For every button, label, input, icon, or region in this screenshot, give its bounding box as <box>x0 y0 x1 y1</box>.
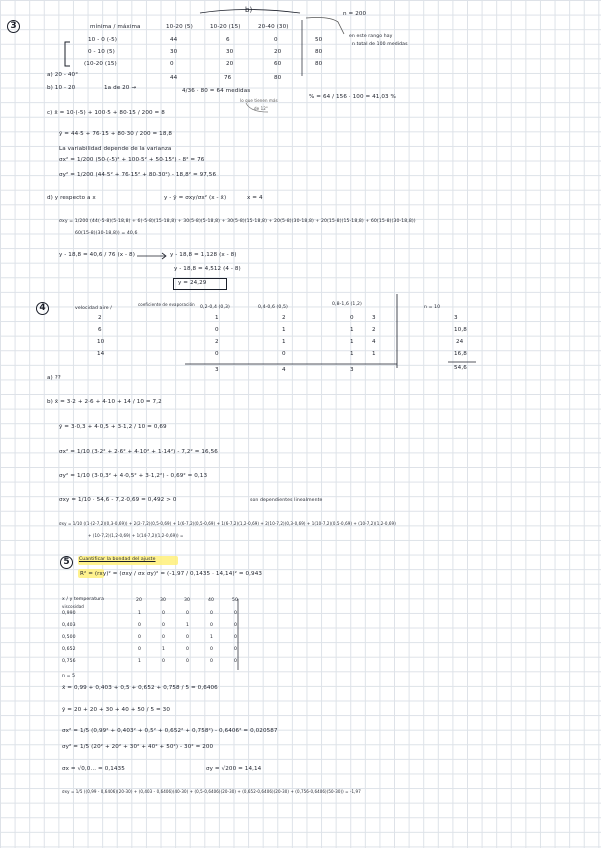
part-b3-step: 1a de 20 → <box>104 85 137 91</box>
table3-col-2: 10-20 (15) <box>210 24 241 30</box>
table4-r2-c3: 1 <box>350 327 354 333</box>
part-b4-x: b) x̄ = 3·2 + 2·6 + 4·10 + 14 / 10 = 7,2 <box>47 399 162 405</box>
section5-title: Cuantificar la bondad del ajuste <box>79 557 156 562</box>
table5-r1-c3: 0 <box>186 611 190 616</box>
table4-r1-label: 2 <box>98 315 102 321</box>
table4-r4-label: 14 <box>97 351 105 357</box>
table3-row3-c1: 0 <box>170 61 174 67</box>
part-d3-sxy-line1: σxy = 1/200 (44(-5-8)(5-18,8) + 6(-5-8)(15-18,8) + 30(5-8)(5-18,8) + 30(5-8)(15-18,8) + 20(5-8)(30-18,8) + 20(15-8)(15-18,8) + 60(15-8)(30-18,8)) <box>59 219 416 224</box>
table5-col-3: 30 <box>184 598 191 603</box>
table5-r3-c3: 0 <box>186 635 190 640</box>
part-d3-eq2: y - 18,8 = 1,128 (x - 8) <box>170 252 237 258</box>
table4-r2-c1: 0 <box>215 327 219 333</box>
section5-sy: σy² = 1/5 (20² + 20² + 30² + 40² + 50²) - 30² = 200 <box>62 744 214 750</box>
table5-head-2: viscosidad <box>62 604 84 609</box>
table3-coltotal-1: 44 <box>170 75 178 81</box>
part-c3-note: La variabilidad depende de la varianza <box>59 146 172 152</box>
table5-col-1: 20 <box>136 598 143 603</box>
table4-r3-xi: 24 <box>456 339 464 345</box>
table3-row3-c3: 60 <box>274 61 282 67</box>
section5-sdx: σx = √0,0… = 0,1435 <box>62 766 125 772</box>
table4-r2-c2: 1 <box>282 327 286 333</box>
table3-row1-total: 50 <box>315 37 323 43</box>
table3-row1-c1: 44 <box>170 37 178 43</box>
part-d3-answer: y = 24,29 <box>178 280 207 286</box>
table4-r3-c2: 1 <box>282 339 286 345</box>
table4-coltotal-2: 4 <box>282 367 286 373</box>
table5-r1-c4: 0 <box>210 611 214 616</box>
table4-r4-c2: 0 <box>282 351 286 357</box>
part-d3-eq1: y - 18,8 = 40,6 / 76 (x - 8) <box>59 252 135 258</box>
table4-r3-c1: 2 <box>215 339 219 345</box>
table4-coltotal-3: 3 <box>350 367 354 373</box>
exercise-number-4: 4 <box>36 302 49 315</box>
section5-n: n = 5 <box>62 674 76 679</box>
part-a3: a) 20 - 40° <box>47 72 79 78</box>
table5-r3-c4: 1 <box>210 635 214 640</box>
table5-col-5: 50 <box>232 598 239 603</box>
table5-col-2: 30 <box>160 598 167 603</box>
table4-n: n = 10 <box>424 305 441 310</box>
table5-r4-c2: 1 <box>162 647 166 652</box>
table5-r5-label: 0,756 <box>62 659 76 664</box>
part-b3: b) 10 - 20 <box>47 85 76 91</box>
table5-r2-c1: 0 <box>138 623 142 628</box>
table3-row2-c1: 30 <box>170 49 178 55</box>
table4-r4-total: 1 <box>372 351 376 357</box>
part-b3-note-1: lo que tienen más <box>240 98 278 103</box>
table4-r3-total: 4 <box>372 339 376 345</box>
table5-r3-c2: 0 <box>162 635 166 640</box>
table4-r2-label: 6 <box>98 327 102 333</box>
table5-r4-c3: 0 <box>186 647 190 652</box>
section5-xbar: x̄ = 0,99 + 0,403 + 0,5 + 0,652 + 0,758 / 5 = 0,6406 <box>62 685 218 691</box>
table4-col-2: 0,4-0,6 (0,5) <box>258 305 288 310</box>
part-a4: a) ?? <box>47 375 61 381</box>
section5-sdy: σy = √200 = 14,14 <box>206 766 262 772</box>
table4-r2-total: 2 <box>372 327 376 333</box>
part-b4-sxy: σxy = 1/10 · 54,6 - 7,2·0,69 = 0,492 > 0 <box>59 497 177 503</box>
table5-r2-label: 0,403 <box>62 623 76 628</box>
part-b4-sxy-long2: + (10-7,2)(1,2-0,69) + 1(14-7,2)(1,2-0,69)) = <box>88 533 184 538</box>
table4-head: velocidad aire / <box>75 306 112 311</box>
table4-r4-c1: 0 <box>215 351 219 357</box>
part-b4-sy: σy² = 1/10 (3·0,3² + 4·0,5² + 3·1,2²) - 0,69² = 0,13 <box>59 473 208 479</box>
part-b4-sxy-long1: σxy = 1/10 ((1·(2-7,2)(0,3-0,69)) + 2(2-7,2)(0,5-0,69) + 1(6-7,2)(0,5-0,69) + 1(6-7,2)(1,2-0,69) + 2(10-7,2)(0,3-0,69) + 1(10-7,2)(0,5-0,69) + (10-7,2)(1,2-0,69) <box>59 521 396 526</box>
note-range-1: en este rango hay <box>349 34 393 39</box>
part-c3-sx: σx² = 1/200 (50·(-5)² + 100·5² + 50·15²) - 8² = 76 <box>59 157 205 163</box>
table4-col-3: 0,8-1,6 (1,2) <box>332 302 362 307</box>
table5-r5-c1: 1 <box>138 659 142 664</box>
table3-row2-total: 80 <box>315 49 323 55</box>
table5-r1-c2: 0 <box>162 611 166 616</box>
table5-r5-c4: 0 <box>210 659 214 664</box>
table5-r5-c3: 0 <box>186 659 190 664</box>
part-b3-percent: % = 64 / 156 · 100 = 41,03 % <box>309 94 396 100</box>
section5-r2: R² = (rxy)² = (σxy / σx σy)² = (-1,97 / 0,1435 · 14,14)² = 0,943 <box>80 571 263 577</box>
section5-sx: σx² = 1/5 (0,99² + 0,403² + 0,5² + 0,652² + 0,758²) - 0,6406² = 0,020587 <box>62 728 278 734</box>
table5-r4-c5: 0 <box>234 647 238 652</box>
table3-row1-label: 10 - 0 (-5) <box>88 37 118 43</box>
table5-r3-label: 0,500 <box>62 635 76 640</box>
table4-r1-xi: 3 <box>454 315 458 321</box>
part-d3-formula: y - ȳ = σxy/σx² (x - x̄) <box>164 195 227 201</box>
table5-r3-c5: 0 <box>234 635 238 640</box>
table5-head: x / y temperatura <box>62 597 105 602</box>
table3-row3-total: 80 <box>315 61 323 67</box>
part-b3-fraction: 4/36 · 80 = 64 medidas <box>182 88 251 94</box>
sample-size: n = 200 <box>343 11 367 17</box>
part-d3-x: x = 4 <box>247 195 263 201</box>
table3-row2-c3: 20 <box>274 49 282 55</box>
table3-row1-c2: 6 <box>226 37 230 43</box>
table3-row2-c2: 30 <box>226 49 234 55</box>
table4-r4-c3: 1 <box>350 351 354 357</box>
exercise-number-3: 3 <box>7 20 20 33</box>
part-d3-title: d) y respecto a x <box>47 195 96 201</box>
table3-col-1: 10-20 (5) <box>166 24 193 30</box>
part-c3-ybar: ȳ = 44·5 + 76·15 + 80·30 / 200 = 18,8 <box>59 131 173 137</box>
table5-r2-c5: 0 <box>234 623 238 628</box>
part-c3-sy: σy² = 1/200 (44·5² + 76·15² + 80·30²) - 18,8² = 97,56 <box>59 172 217 178</box>
table5-r1-c5: 0 <box>234 611 238 616</box>
table5-r3-c1: 0 <box>138 635 142 640</box>
table4-col-1: 0,2-0,4 (0,3) <box>200 305 230 310</box>
table4-r4-xi: 16,8 <box>454 351 467 357</box>
part-b4-sx: σx² = 1/10 (3·2² + 2·6² + 4·10² + 1·14²) - 7,2² = 16,56 <box>59 449 218 455</box>
note-range-2: n total de 100 medidas <box>352 42 408 47</box>
part-b4-dependence: son dependientes linealmente <box>250 498 323 503</box>
table5-r1-c1: 1 <box>138 611 142 616</box>
exercise-number-5: 5 <box>60 556 73 569</box>
table5-r5-c2: 0 <box>162 659 166 664</box>
table4-r2-xi: 10,8 <box>454 327 467 333</box>
part-b3-note-2: de 12° <box>254 106 268 111</box>
table3-col-3: 20-40 (30) <box>258 24 289 30</box>
table3-coltotal-2: 76 <box>224 75 232 81</box>
table5-r2-c4: 0 <box>210 623 214 628</box>
part-b4-y: ȳ = 3·0,3 + 4·0,5 + 3·1,2 / 10 = 0,69 <box>59 424 167 430</box>
table4-sum: 54,6 <box>454 365 467 371</box>
table5-r5-c5: 0 <box>234 659 238 664</box>
table5-r4-c1: 0 <box>138 647 142 652</box>
section5-sxy: σxy = 1/5 ((0,99 - 0,6406)(20-30) + (0,403 - 0,6406)(40-30) + (0,5-0,6406)(20-30) + (0,652-0,6406)(20-30) + (0,756-0,6406)(50-30)) = -1,97 <box>62 789 361 794</box>
table4-r3-c3: 1 <box>350 339 354 345</box>
table4-head-2: coeficiente de evaporación <box>138 302 195 307</box>
table4-r1-c2: 2 <box>282 315 286 321</box>
part-c3-xbar: c) x̄ = 10·(-5) + 100·5 + 80·15 / 200 = 8 <box>47 110 165 116</box>
table4-coltotal-1: 3 <box>215 367 219 373</box>
part-b-mark: b) <box>245 6 253 14</box>
section5-ybar: ȳ = 20 + 20 + 30 + 40 + 50 / 5 = 30 <box>62 707 170 713</box>
table3-header-label: mínima / máxima <box>90 24 141 30</box>
table3-row3-c2: 20 <box>226 61 234 67</box>
table5-r4-label: 0,652 <box>62 647 76 652</box>
table4-r3-label: 10 <box>97 339 105 345</box>
table4-r1-c3: 0 <box>350 315 354 321</box>
table4-r1-c1: 1 <box>215 315 219 321</box>
table5-r1-label: 0,990 <box>62 611 76 616</box>
part-d3-sxy-line2: 60(15-8)(30-18,8)) = 40,6 <box>75 231 138 236</box>
table3-row3-label: (10-20 (15) <box>84 61 117 67</box>
part-d3-eq3: y - 18,8 = 4,512 (4 - 8) <box>174 266 241 272</box>
table3-row1-c3: 0 <box>274 37 278 43</box>
table3-coltotal-3: 80 <box>274 75 282 81</box>
table4-r1-total: 3 <box>372 315 376 321</box>
table5-r2-c3: 1 <box>186 623 190 628</box>
table3-row2-label: 0 - 10 (5) <box>88 49 115 55</box>
table5-r4-c4: 0 <box>210 647 214 652</box>
table5-r2-c2: 0 <box>162 623 166 628</box>
table5-col-4: 40 <box>208 598 215 603</box>
